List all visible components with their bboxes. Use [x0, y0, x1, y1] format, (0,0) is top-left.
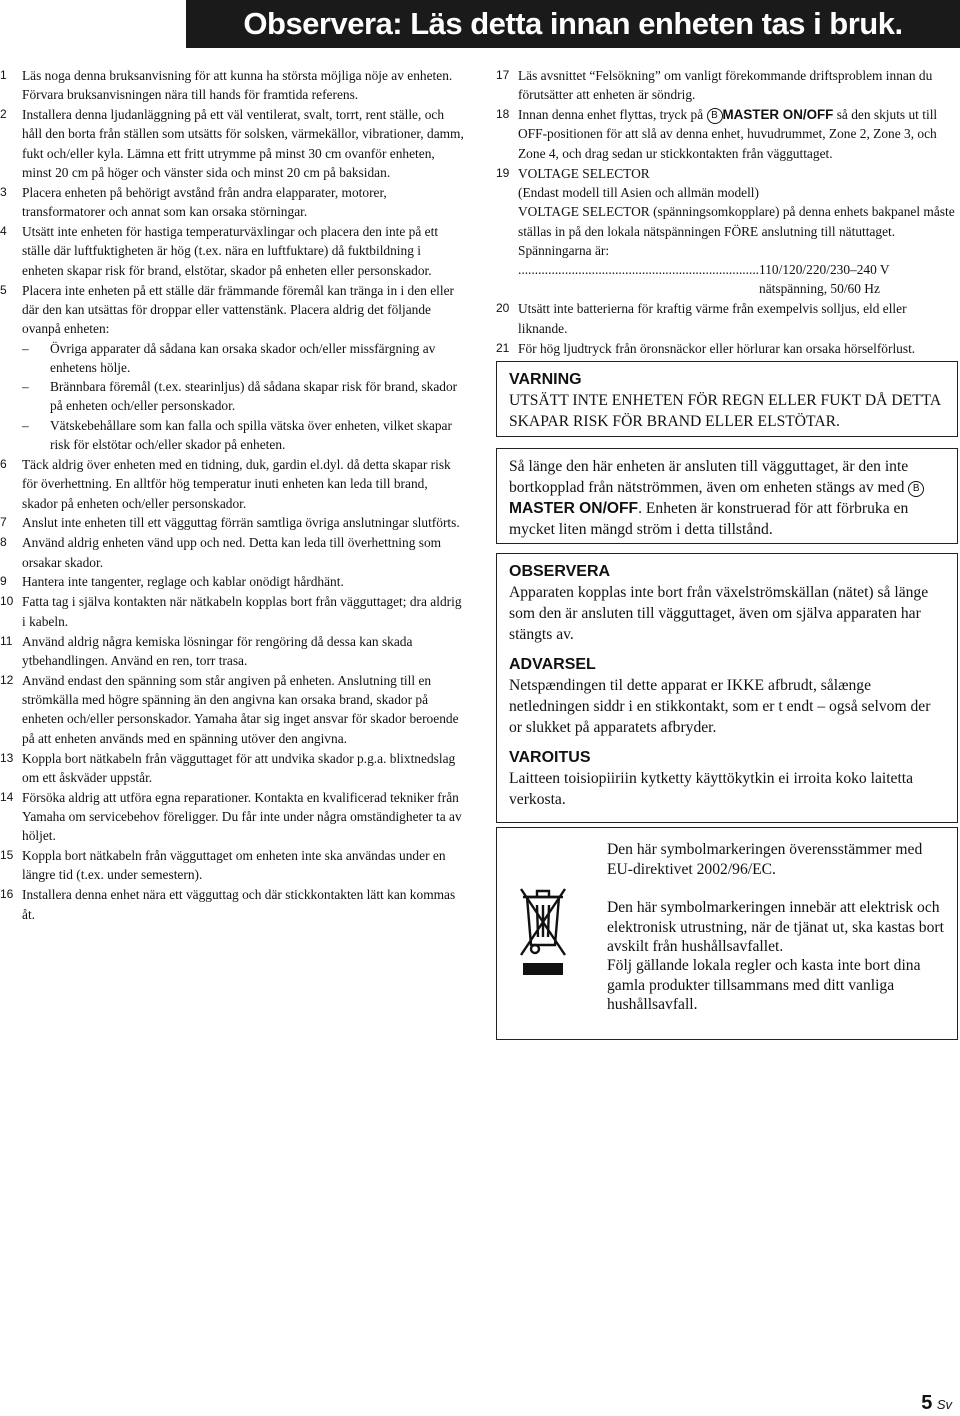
page-title: Observera: Läs detta innan enheten tas i bruk. — [186, 0, 960, 48]
item-number: 19 — [496, 165, 510, 180]
list-item — [0, 455, 464, 513]
list-item — [496, 164, 958, 299]
weee-notice-box — [496, 827, 958, 1040]
weee-text-2: Den här symbolmarkeringen innebär att elektrisk och elektronisk utrustning, när de tjänat ut, ska kastas bort avskilt från hushållsavfallet. — [607, 899, 944, 955]
list-item — [0, 885, 464, 924]
item-text: För hög ljudtryck från öronsnäckor eller hörlurar kan orsaka hörselförlust. — [518, 340, 916, 356]
item-number: 21 — [496, 340, 510, 355]
sub-item: – Brännbara föremål (t.ex. stearinljus) då sådana skapar risk för brand, skador på enheten och/eller personskador. — [22, 379, 458, 414]
item-title: VOLTAGE SELECTOR — [518, 165, 650, 181]
item-text: Koppla bort nätkabeln från vägguttaget för att undvika skador p.g.a. blixtnedslag om ett åskväder uppstår. — [22, 750, 456, 785]
item-text: Använd endast den spänning som står angiven på enheten. Anslutning till en strömkälla med högre spänning än den angivna kan orsaka brand, skador på enheten och/eller personskador. Yamaha åtar sig inget ansvar för skador beroende på att enheten används med en spänning utöver den angivna. — [22, 672, 459, 746]
list-item — [0, 632, 464, 671]
crossed-out-wheelie-bin-icon — [515, 883, 571, 984]
item-number: 15 — [0, 848, 14, 863]
item-number: 14 — [0, 789, 14, 804]
sub-item-text: Vätskebehållare som kan falla och spilla vätska över enheten, vilket skapar risk för elstötar och/eller skador på enheten. — [50, 417, 452, 453]
master-onoff-key: MASTER ON/OFF — [509, 500, 639, 517]
item-number: 9 — [0, 574, 7, 589]
weee-text-1: Den här symbolmarkeringen överensstämmer med EU-direktivet 2002/96/EC. — [607, 841, 923, 878]
right-column — [496, 66, 958, 358]
list-item — [0, 846, 464, 885]
item-number: 17 — [496, 68, 510, 82]
list-item — [0, 222, 464, 280]
standby-text: Så länge den här enheten är ansluten till vägguttaget, är den inte bortkopplad från nätströmmen, även om enheten stängs av med BMASTER ON/OFF. Enheten är konstruerad för att förbruka en mycket liten mängd ström i detta tillstånd. — [509, 456, 945, 540]
item-number: 2 — [0, 107, 7, 122]
list-item — [0, 592, 464, 631]
page-footer — [921, 1392, 952, 1415]
notice-text: Netspændingen til dette apparat er IKKE afbrudt, sålænge netledningen siddr i en stikkontakt, som er t endt – også selvom der or slukket på apparatets afbryder. — [509, 677, 931, 736]
notice-heading: VAROITUS — [509, 749, 591, 766]
list-item — [496, 339, 958, 358]
item-text: Anslut inte enheten till ett vägguttag förrän samtliga övriga anslutningar slutförts. — [22, 515, 460, 531]
page-number: 5 — [921, 1392, 933, 1414]
list-item — [0, 105, 464, 182]
master-onoff-key: MASTER ON/OFF — [722, 107, 834, 123]
item-line: VOLTAGE SELECTOR (spänningsomkopplare) på denna enhets bakpanel måste ställas in på den lokala nätspänningen FÖRE anslutning till nätuttaget. Spänningarna är: — [518, 204, 955, 258]
list-item — [0, 572, 464, 591]
sub-item: – Vätskebehållare som kan falla och spilla vätska över enheten, vilket skapar risk för elstötar och/eller skador på enheten. — [22, 417, 452, 453]
sub-item: – Övriga apparater då sådana kan orsaka skador och/eller missfärgning av enhetens hölje. — [22, 340, 436, 375]
list-item — [0, 183, 464, 222]
list-item — [496, 66, 958, 105]
language-code: Sv — [936, 1397, 952, 1412]
item-number: 1 — [0, 68, 7, 82]
list-item — [0, 671, 464, 748]
warning-heading: VARNING — [509, 371, 582, 388]
list-item — [0, 788, 464, 846]
item-text: Installera denna enhet nära ett vägguttag och där stickkontakten lätt kan kommas åt. — [22, 887, 456, 922]
item-text: Använd aldrig några kemiska lösningar för rengöring då dessa kan skada ytbehandlingen. Använd en ren, torr trasa. — [22, 633, 413, 668]
item-line: (Endast modell till Asien och allmän modell) — [518, 184, 759, 200]
notice-section — [509, 748, 945, 810]
item-number: 20 — [496, 301, 510, 316]
left-column — [0, 66, 464, 925]
weee-text-3: Följ gällande lokala regler och kasta inte bort dina gamla produkter tillsammans med ditt vanliga hushållsavfall. — [607, 957, 921, 1013]
item-text: Innan denna enhet flyttas, tryck på — [518, 107, 707, 123]
item-number: 3 — [0, 184, 7, 199]
list-item — [496, 105, 958, 163]
warning-box — [496, 361, 958, 437]
item-number: 10 — [0, 594, 14, 609]
item-number: 11 — [0, 633, 13, 648]
item-number: 16 — [0, 887, 14, 902]
item-text: Hantera inte tangenter, reglage och kablar onödigt hårdhänt. — [22, 574, 344, 590]
sub-item-text: Övriga apparater då sådana kan orsaka skador och/eller missfärgning av enhetens hölje. — [50, 340, 436, 375]
sub-item-text: Brännbara föremål (t.ex. stearinljus) då sådana skapar risk för brand, skador på enheten och/eller personskador. — [50, 379, 458, 414]
item-number: 18 — [496, 107, 510, 122]
multilang-notice-box — [496, 553, 958, 823]
item-text: Täck aldrig över enheten med en tidning, duk, gardin el.dyl. då detta skapar risk för överhettning. En alltför hög temperatur inuti enheten kan leda till brand, skador på enheten och/eller personskador. — [22, 456, 451, 511]
list-item — [496, 299, 958, 338]
notice-text: Laitteen toisiopiiriin kytketty käyttökytkin ei irroita koko laitetta verkosta. — [509, 770, 914, 808]
list-item — [0, 533, 464, 572]
notice-text: Apparaten kopplas inte bort från växelströmskällan (nätet) så länge som den är ansluten till vägguttaget, även om själva apparaten har stängts av. — [509, 584, 929, 643]
item-text: Läs noga denna bruksanvisning för att kunna ha största möjliga nöje av enheten. Förvara bruksanvisningen nära till hands för framtida referens. — [22, 68, 453, 103]
voltage-spec — [518, 260, 958, 299]
item-text: Använd aldrig enheten vänd upp och ned. Detta kan leda till överhettning som orsakar skador. — [22, 535, 442, 570]
item-number: 4 — [0, 224, 7, 239]
item-number: 13 — [0, 750, 14, 765]
item-text: Placera enheten på behörigt avstånd från andra elapparater, motorer, transformatorer och annat som kan orsaka störningar. — [22, 184, 387, 220]
list-item — [0, 749, 464, 788]
item-text: Fatta tag i själva kontakten när nätkabeln kopplas bort från vägguttaget; dra aldrig i kabeln. — [22, 594, 462, 629]
item-number: 6 — [0, 456, 7, 471]
item-text-cont: så den skjuts ut till OFF-positionen för att slå av denna enhet, huvudrummet, Zone 2, Zone 3, och Zone 4, och drag sedan ur stickkontakten från vägguttaget. — [518, 107, 938, 161]
voltage-values: 110/120/220/230–240 V nätspänning, 50/60 Hz — [759, 262, 890, 297]
leader-dots: ........................................................................ — [518, 262, 760, 278]
notice-heading: ADVARSEL — [509, 656, 596, 673]
list-item — [0, 513, 464, 532]
item-text: Utsätt inte enheten för hastiga temperaturväxlingar och placera den inte på ett ställe där luftfuktigheten är hög (t.ex. nära en luftfuktare) då fuktbildning i enheten skapar risk för brand, elstötar, skador på enheten eller personskador. — [22, 224, 439, 278]
b-marker-icon: B — [707, 108, 723, 124]
item-number: 8 — [0, 535, 7, 550]
item-number: 5 — [0, 282, 7, 297]
notice-section — [509, 655, 945, 738]
b-marker-icon: B — [908, 481, 924, 497]
item-text: Utsätt inte batterierna för kraftig värme från exempelvis solljus, eld eller liknande. — [518, 301, 907, 336]
item-text: Koppla bort nätkabeln från vägguttaget om enheten inte ska användas under en längre tid (t.ex. under semestern). — [22, 848, 446, 883]
list-item — [0, 281, 464, 455]
item-number: 7 — [0, 515, 7, 530]
standby-notice-box — [496, 448, 958, 544]
item-text: Installera denna ljudanläggning på ett väl ventilerat, svalt, torrt, rent ställe, och håll den borta från ställen som utsätts för solsken, värmekällor, vibrationer, damm, fukt och/eller kyla. Lämna ett fritt utrymme på minst 30 cm ovanför enheten, minst 20 cm på höger och vänster sida och minst 20 cm på baksidan. — [22, 107, 464, 181]
item-number: 12 — [0, 672, 14, 687]
notice-section — [509, 562, 945, 645]
notice-heading: OBSERVERA — [509, 563, 611, 580]
item-text: Läs avsnittet “Felsökning” om vanligt förekommande driftsproblem innan du förutsätter att enheten är söndrig. — [518, 68, 933, 103]
warning-text: UTSÄTT INTE ENHETEN FÖR REGN ELLER FUKT DÅ DETTA SKAPAR RISK FÖR BRAND ELLER ELSTÖTAR. — [509, 392, 941, 430]
item-text: Försöka aldrig att utföra egna reparationer. Kontakta en kvalificerad tekniker från Yamaha om servicebehov föreligger. Du får inte under några omständigheter ta av höljet. — [22, 789, 462, 844]
item-text: Placera inte enheten på ett ställe där främmande föremål kan tränga in i den eller där den kan utsättas för droppar eller vattenstänk. Placera aldrig det följande ovanpå enheten: — [22, 282, 455, 337]
list-item — [0, 66, 464, 105]
